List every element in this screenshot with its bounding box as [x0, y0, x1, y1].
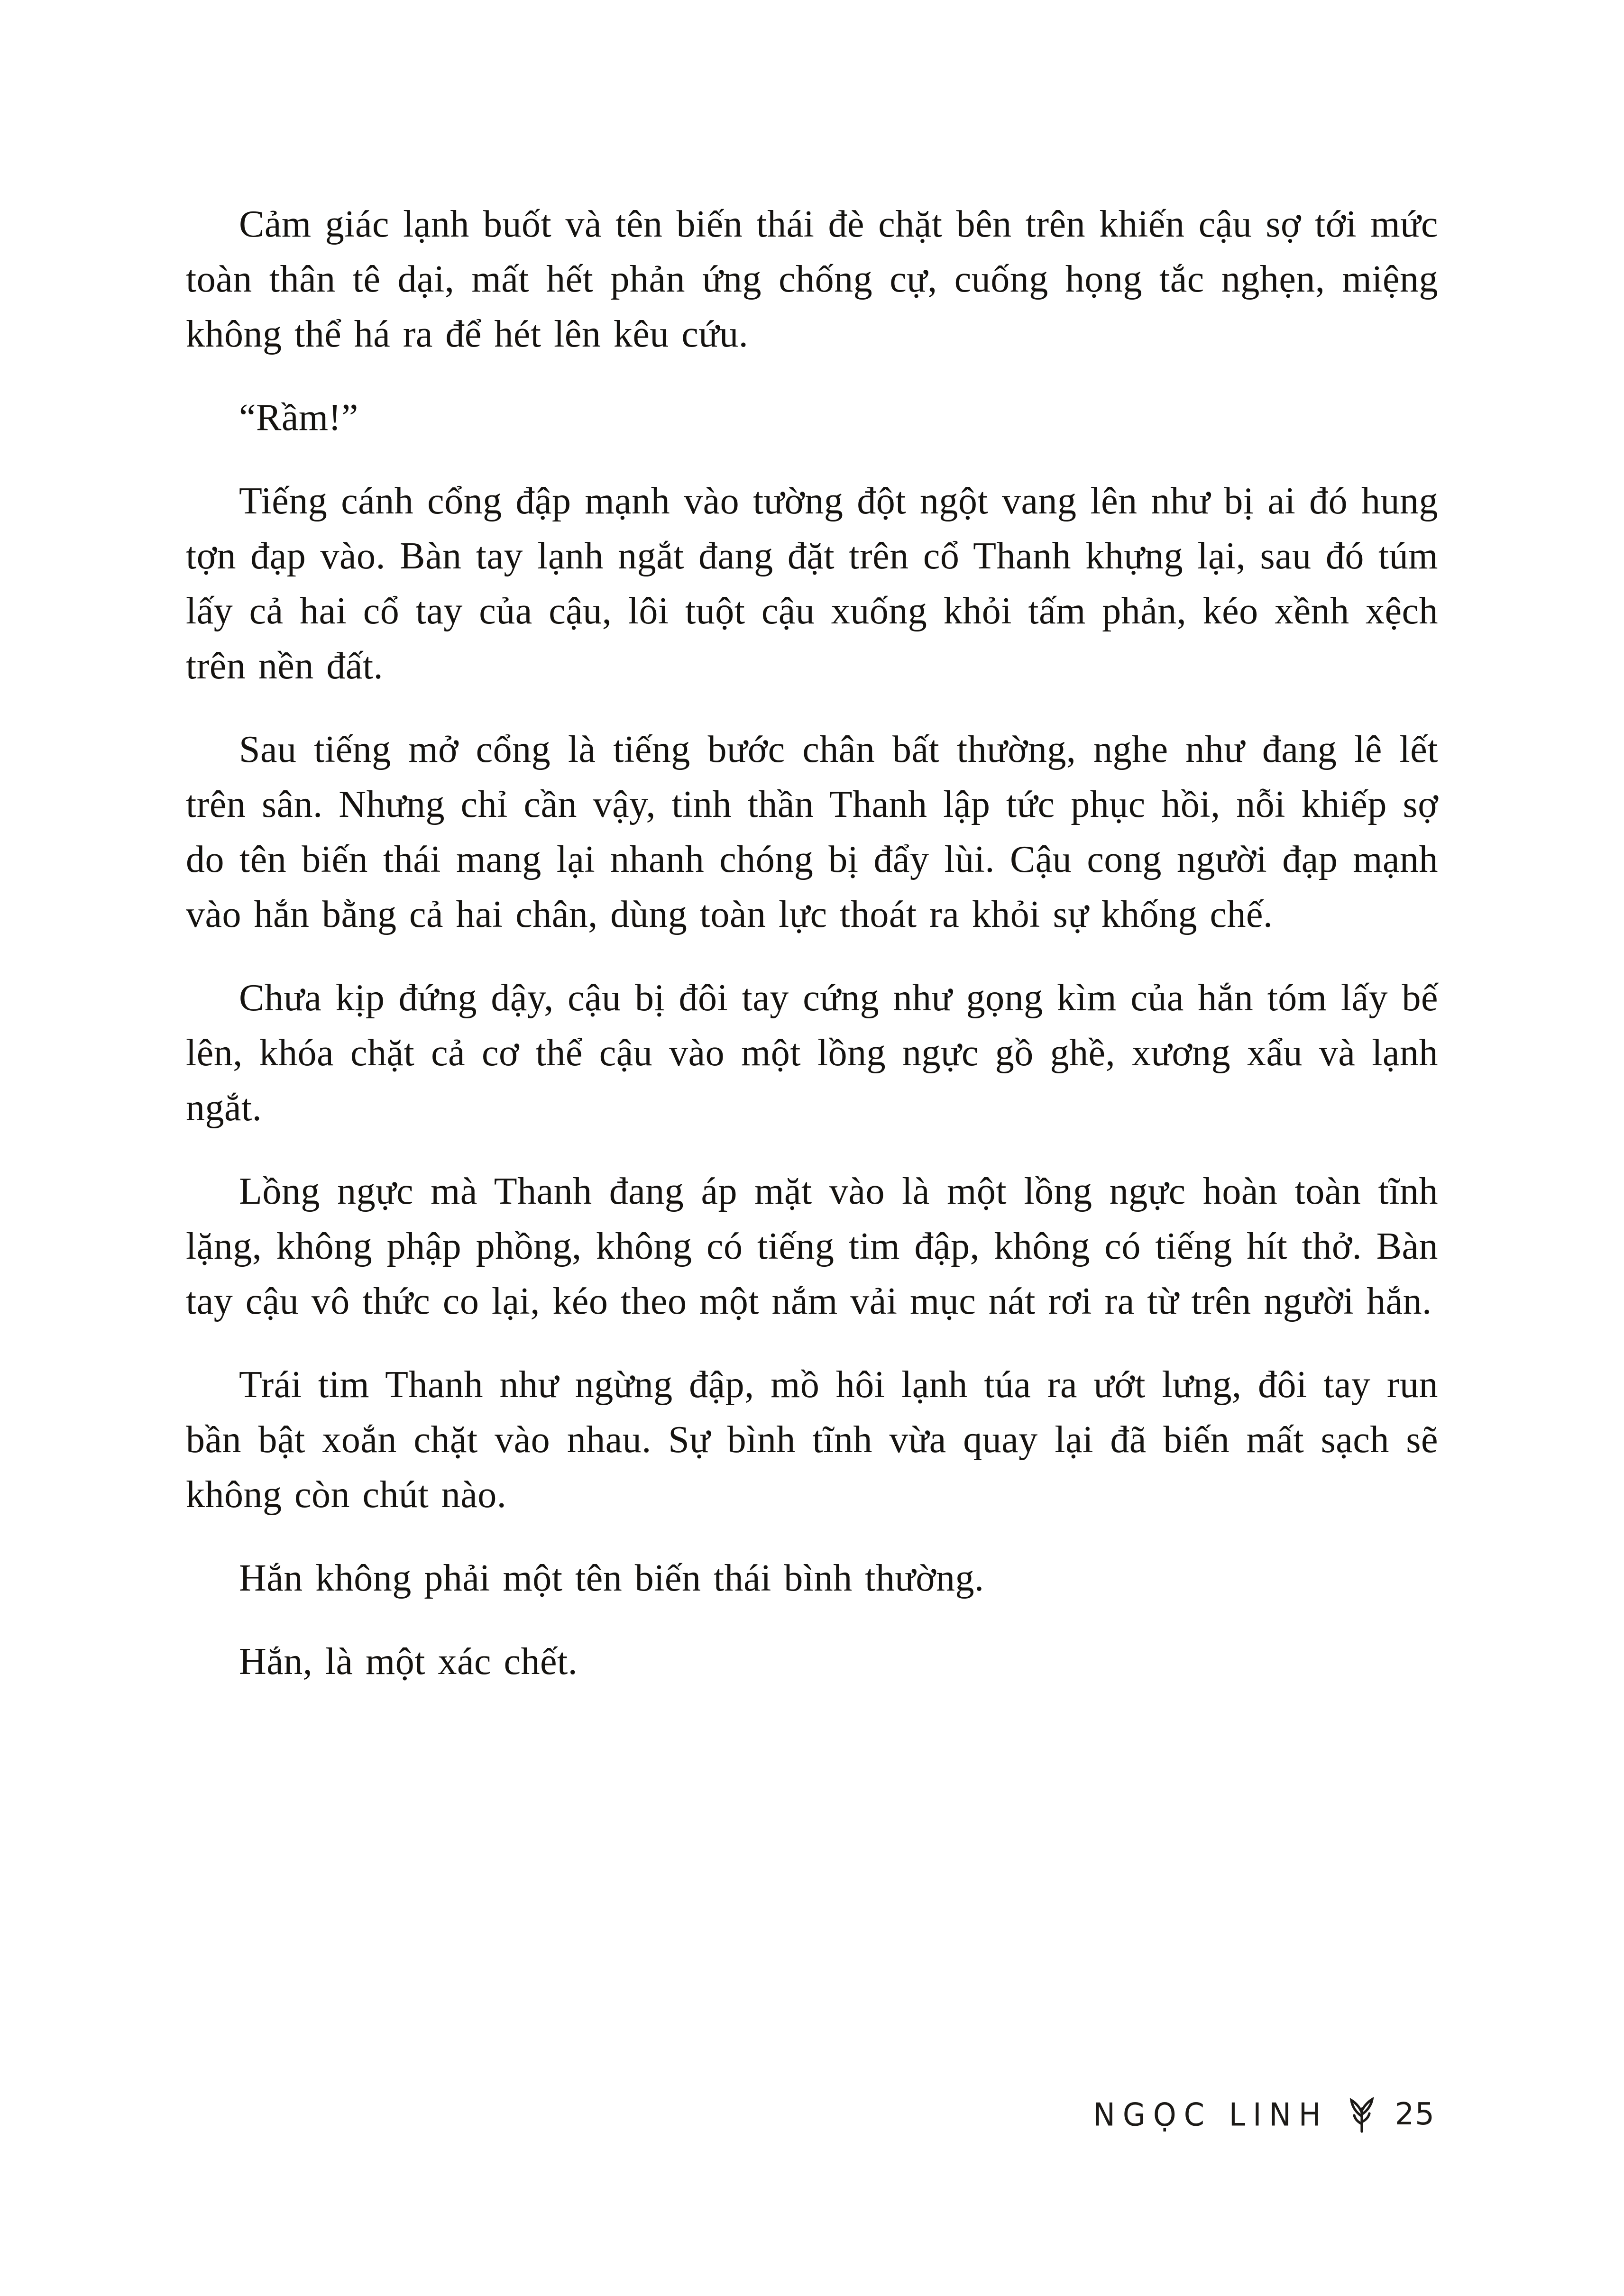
page-number: 25 — [1395, 2097, 1435, 2132]
page-footer — [1093, 2095, 1436, 2133]
paragraph: Hắn không phải một tên biến thái bình thường. — [239, 1557, 984, 1599]
paragraph: Tiếng cánh cổng đập mạnh vào tường đột ngột vang lên như bị ai đó hung tợn đạp vào. Bàn tay lạnh ngắt đang đặt trên cổ Thanh khựng lại, sau đó túm lấy cả hai cổ tay của cậu, lôi tuột cậu xuống khỏi tấm phản, kéo xềnh xệch trên nền đất. — [186, 480, 1438, 687]
paragraph: Sau tiếng mở cổng là tiếng bước chân bất thường, nghe như đang lê lết trên sân. Nhưng chỉ cần vậy, tinh thần Thanh lập tức phục hồi, nỗi khiếp sợ do tên biến thái mang lại nhanh chóng bị đẩy lùi. Cậu cong người đạp mạnh vào hắn bằng cả hai chân, dùng toàn lực thoát ra khỏi sự khống chế. — [186, 729, 1438, 935]
page-body-text — [186, 197, 1438, 1718]
paragraph: Hắn, là một xác chết. — [239, 1641, 578, 1683]
paragraph: “Rầm!” — [239, 397, 358, 439]
author-name: NGỌC LINH — [1093, 2095, 1329, 2133]
paragraph: Lồng ngực mà Thanh đang áp mặt vào là một lồng ngực hoàn toàn tĩnh lặng, không phập phồng, không có tiếng tim đập, không có tiếng hít thở. Bàn tay cậu vô thức co lại, kéo theo một nắm vải mục nát rơi ra từ trên người hắn. — [186, 1171, 1438, 1322]
plant-icon — [1345, 2095, 1379, 2133]
paragraph: Trái tim Thanh như ngừng đập, mồ hôi lạnh túa ra ướt lưng, đôi tay run bần bật xoắn chặt vào nhau. Sự bình tĩnh vừa quay lại đã biến mất sạch sẽ không còn chút nào. — [186, 1364, 1438, 1516]
paragraph: Cảm giác lạnh buốt và tên biến thái đè chặt bên trên khiến cậu sợ tới mức toàn thân tê dại, mất hết phản ứng chống cự, cuống họng tắc nghẹn, miệng không thể há ra để hét lên kêu cứu. — [186, 203, 1438, 355]
paragraph: Chưa kịp đứng dậy, cậu bị đôi tay cứng như gọng kìm của hắn tóm lấy bế lên, khóa chặt cả cơ thể cậu vào một lồng ngực gồ ghề, xương xẩu và lạnh ngắt. — [186, 977, 1438, 1129]
